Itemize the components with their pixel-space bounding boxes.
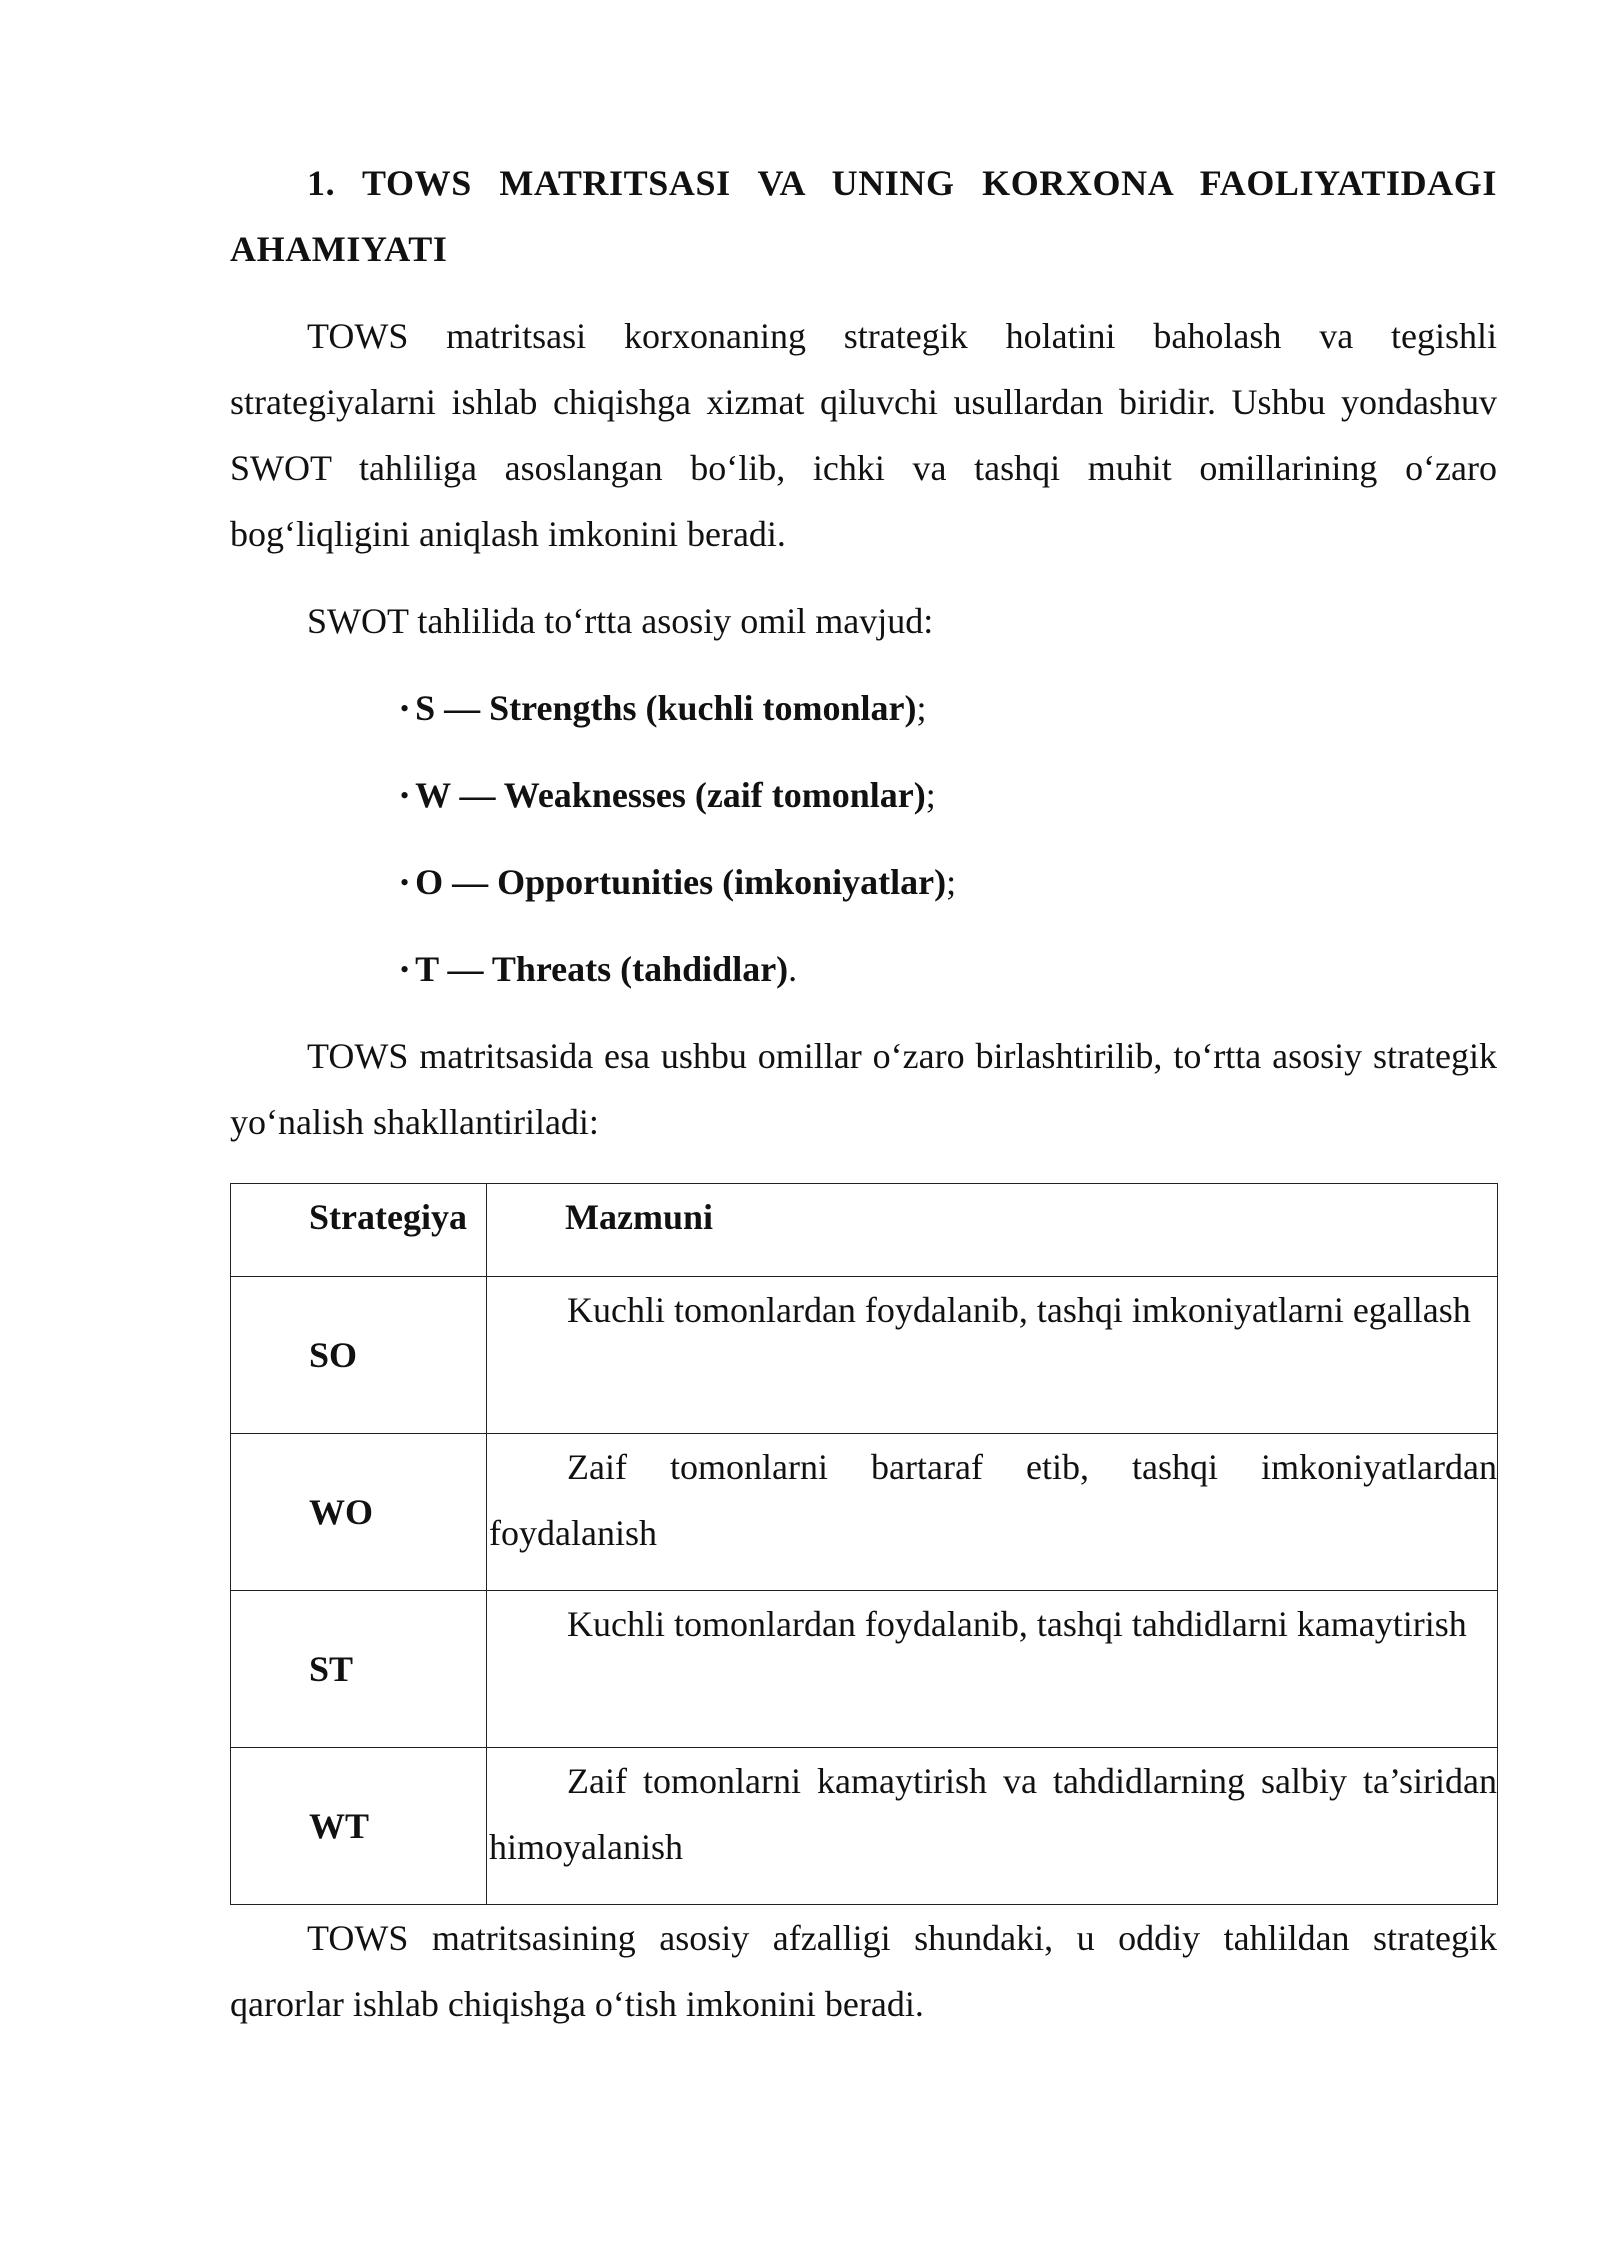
- tows-lead-paragraph: TOWS matritsasida esa ushbu omillar o‘zaro birlashtirilib, to‘rtta asosiy strategik yo‘nalish shakllantiriladi:: [230, 1036, 1497, 1142]
- document-page: [230, 150, 1497, 2037]
- conclusion-paragraph: TOWS matritsasining asosiy afzalligi shundaki, u oddiy tahlildan strategik qarorlar ishlab chiqishga o‘tish imkonini beradi.: [230, 1918, 1497, 2024]
- intro-paragraph: TOWS matritsasi korxonaning strategik holatini baholash va tegishli strategiyalarni ishlab chiqishga xizmat qiluvchi usullardan biridir. Ushbu yondashuv SWOT tahliliga asoslangan bo‘lib, ichki va tashqi muhit omillarining o‘zaro bog‘liqligini aniqlash imkonini beradi.: [230, 316, 1497, 554]
- table-header-content: Mazmuni: [487, 1184, 1498, 1277]
- list-item: [400, 936, 1497, 1002]
- strategy-code-cell: SO: [231, 1277, 487, 1434]
- table-header-row: [231, 1184, 1498, 1277]
- tows-strategy-table: [230, 1183, 1498, 1905]
- table-row: [231, 1434, 1498, 1591]
- strategy-code-cell: WO: [231, 1434, 487, 1591]
- list-item-text: S — Strengths (kuchli tomonlar): [415, 688, 917, 728]
- table-row: [231, 1277, 1498, 1434]
- bullet-icon: •: [400, 955, 410, 984]
- strategy-code-cell: WT: [231, 1748, 487, 1905]
- list-item-end: .: [788, 949, 798, 989]
- list-item: [400, 849, 1497, 936]
- list-item-end: ;: [916, 688, 927, 728]
- strategy-content-cell: Kuchli tomonlardan foydalanib, tashqi tahdidlarni kamaytirish: [487, 1591, 1498, 1748]
- list-item-text: T — Threats (tahdidlar): [415, 949, 789, 989]
- list-item: [400, 675, 1497, 762]
- section-heading: 1. TOWS MATRITSASI VA UNING KORXONA FAOLIYATIDAGI AHAMIYATI: [230, 163, 1497, 269]
- list-item-end: ;: [946, 862, 957, 902]
- table-row: [231, 1591, 1498, 1748]
- swot-factor-list: [230, 675, 1497, 1002]
- list-item: [400, 762, 1497, 849]
- bullet-icon: •: [400, 781, 410, 810]
- list-item-text: W — Weaknesses (zaif tomonlar): [415, 775, 926, 815]
- strategy-content-cell: Zaif tomonlarni kamaytirish va tahdidlarning salbiy ta’siridan himoyalanish: [487, 1748, 1498, 1905]
- list-item-text: O — Opportunities (imkoniyatlar): [415, 862, 947, 902]
- strategy-code-cell: ST: [231, 1591, 487, 1748]
- strategy-content-cell: Zaif tomonlarni bartaraf etib, tashqi imkoniyatlardan foydalanish: [487, 1434, 1498, 1591]
- bullet-icon: •: [400, 868, 410, 897]
- table-row: [231, 1748, 1498, 1905]
- list-item-end: ;: [925, 775, 936, 815]
- table-header-strategy: Strategiya: [231, 1184, 487, 1277]
- bullet-icon: •: [400, 694, 410, 723]
- swot-lead-paragraph: SWOT tahlilida to‘rtta asosiy omil mavjud:: [307, 601, 934, 641]
- strategy-content-cell: Kuchli tomonlardan foydalanib, tashqi imkoniyatlarni egallash: [487, 1277, 1498, 1434]
